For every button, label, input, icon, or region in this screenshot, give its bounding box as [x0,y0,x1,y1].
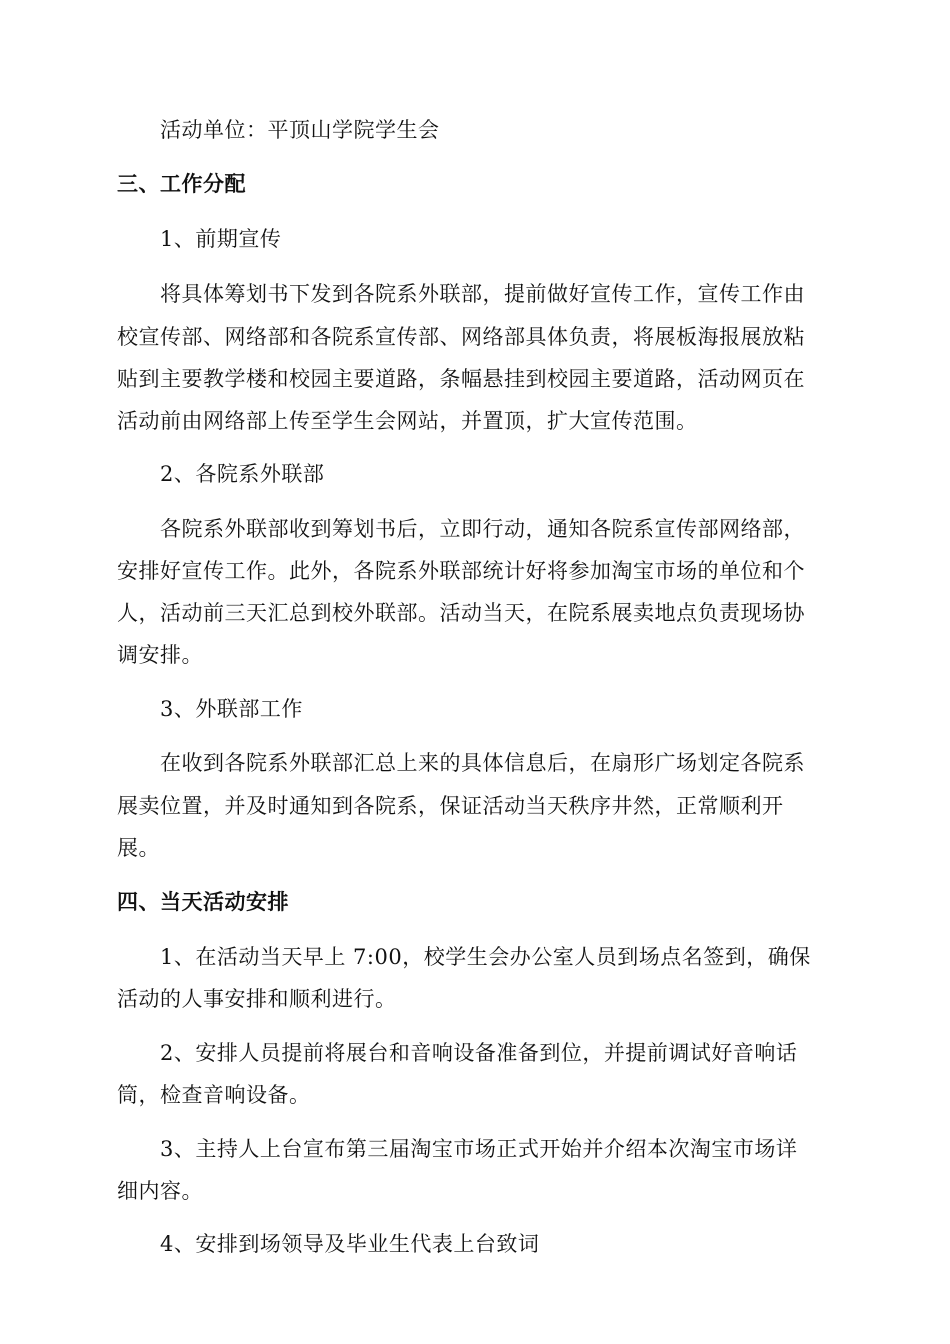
subsection-3-title: 3、外联部工作 [160,697,303,721]
subsection-1-title: 1、前期宣传 [160,227,282,251]
list-item-line: 活动的人事安排和顺利进行。 [117,987,397,1011]
list-item-line: 3、主持人上台宣布第三届淘宝市场正式开始并介绍本次淘宝市场详 [160,1137,798,1161]
paragraph-line: 人，活动前三天汇总到校外联部。活动当天，在院系展卖地点负责现场协 [117,601,805,625]
activity-unit-line: 活动单位：平顶山学院学生会 [160,118,440,142]
list-item-line: 筒，检查音响设备。 [117,1083,311,1107]
section-3-heading: 三、工作分配 [117,172,246,196]
paragraph-line: 贴到主要教学楼和校园主要道路，条幅悬挂到校园主要道路，活动网页在 [117,367,805,391]
section-4-heading: 四、当天活动安排 [117,890,289,914]
list-item-line: 细内容。 [117,1179,203,1203]
list-item-line: 1、在活动当天早上 7:00，校学生会办公室人员到场点名签到，确保 [160,945,811,969]
paragraph-line: 活动前由网络部上传至学生会网站，并置顶，扩大宣传范围。 [117,409,698,433]
list-item-line: 2、安排人员提前将展台和音响设备准备到位，并提前调试好音响话 [160,1041,798,1065]
paragraph-line: 将具体筹划书下发到各院系外联部，提前做好宣传工作，宣传工作由 [160,282,805,306]
subsection-2-title: 2、各院系外联部 [160,462,325,486]
paragraph-line: 校宣传部、网络部和各院系宣传部、网络部具体负责，将展板海报展放粘 [117,325,805,349]
paragraph-line: 安排好宣传工作。此外，各院系外联部统计好将参加淘宝市场的单位和个 [117,559,805,583]
paragraph-line: 展。 [117,836,160,860]
paragraph-line: 各院系外联部收到筹划书后，立即行动，通知各院系宣传部网络部， [160,517,805,541]
paragraph-line: 在收到各院系外联部汇总上来的具体信息后，在扇形广场划定各院系 [160,751,805,775]
list-item-line: 4、安排到场领导及毕业生代表上台致词 [160,1232,540,1256]
paragraph-line: 展卖位置，并及时通知到各院系，保证活动当天秩序井然，正常顺利开 [117,794,784,818]
paragraph-line: 调安排。 [117,643,203,667]
